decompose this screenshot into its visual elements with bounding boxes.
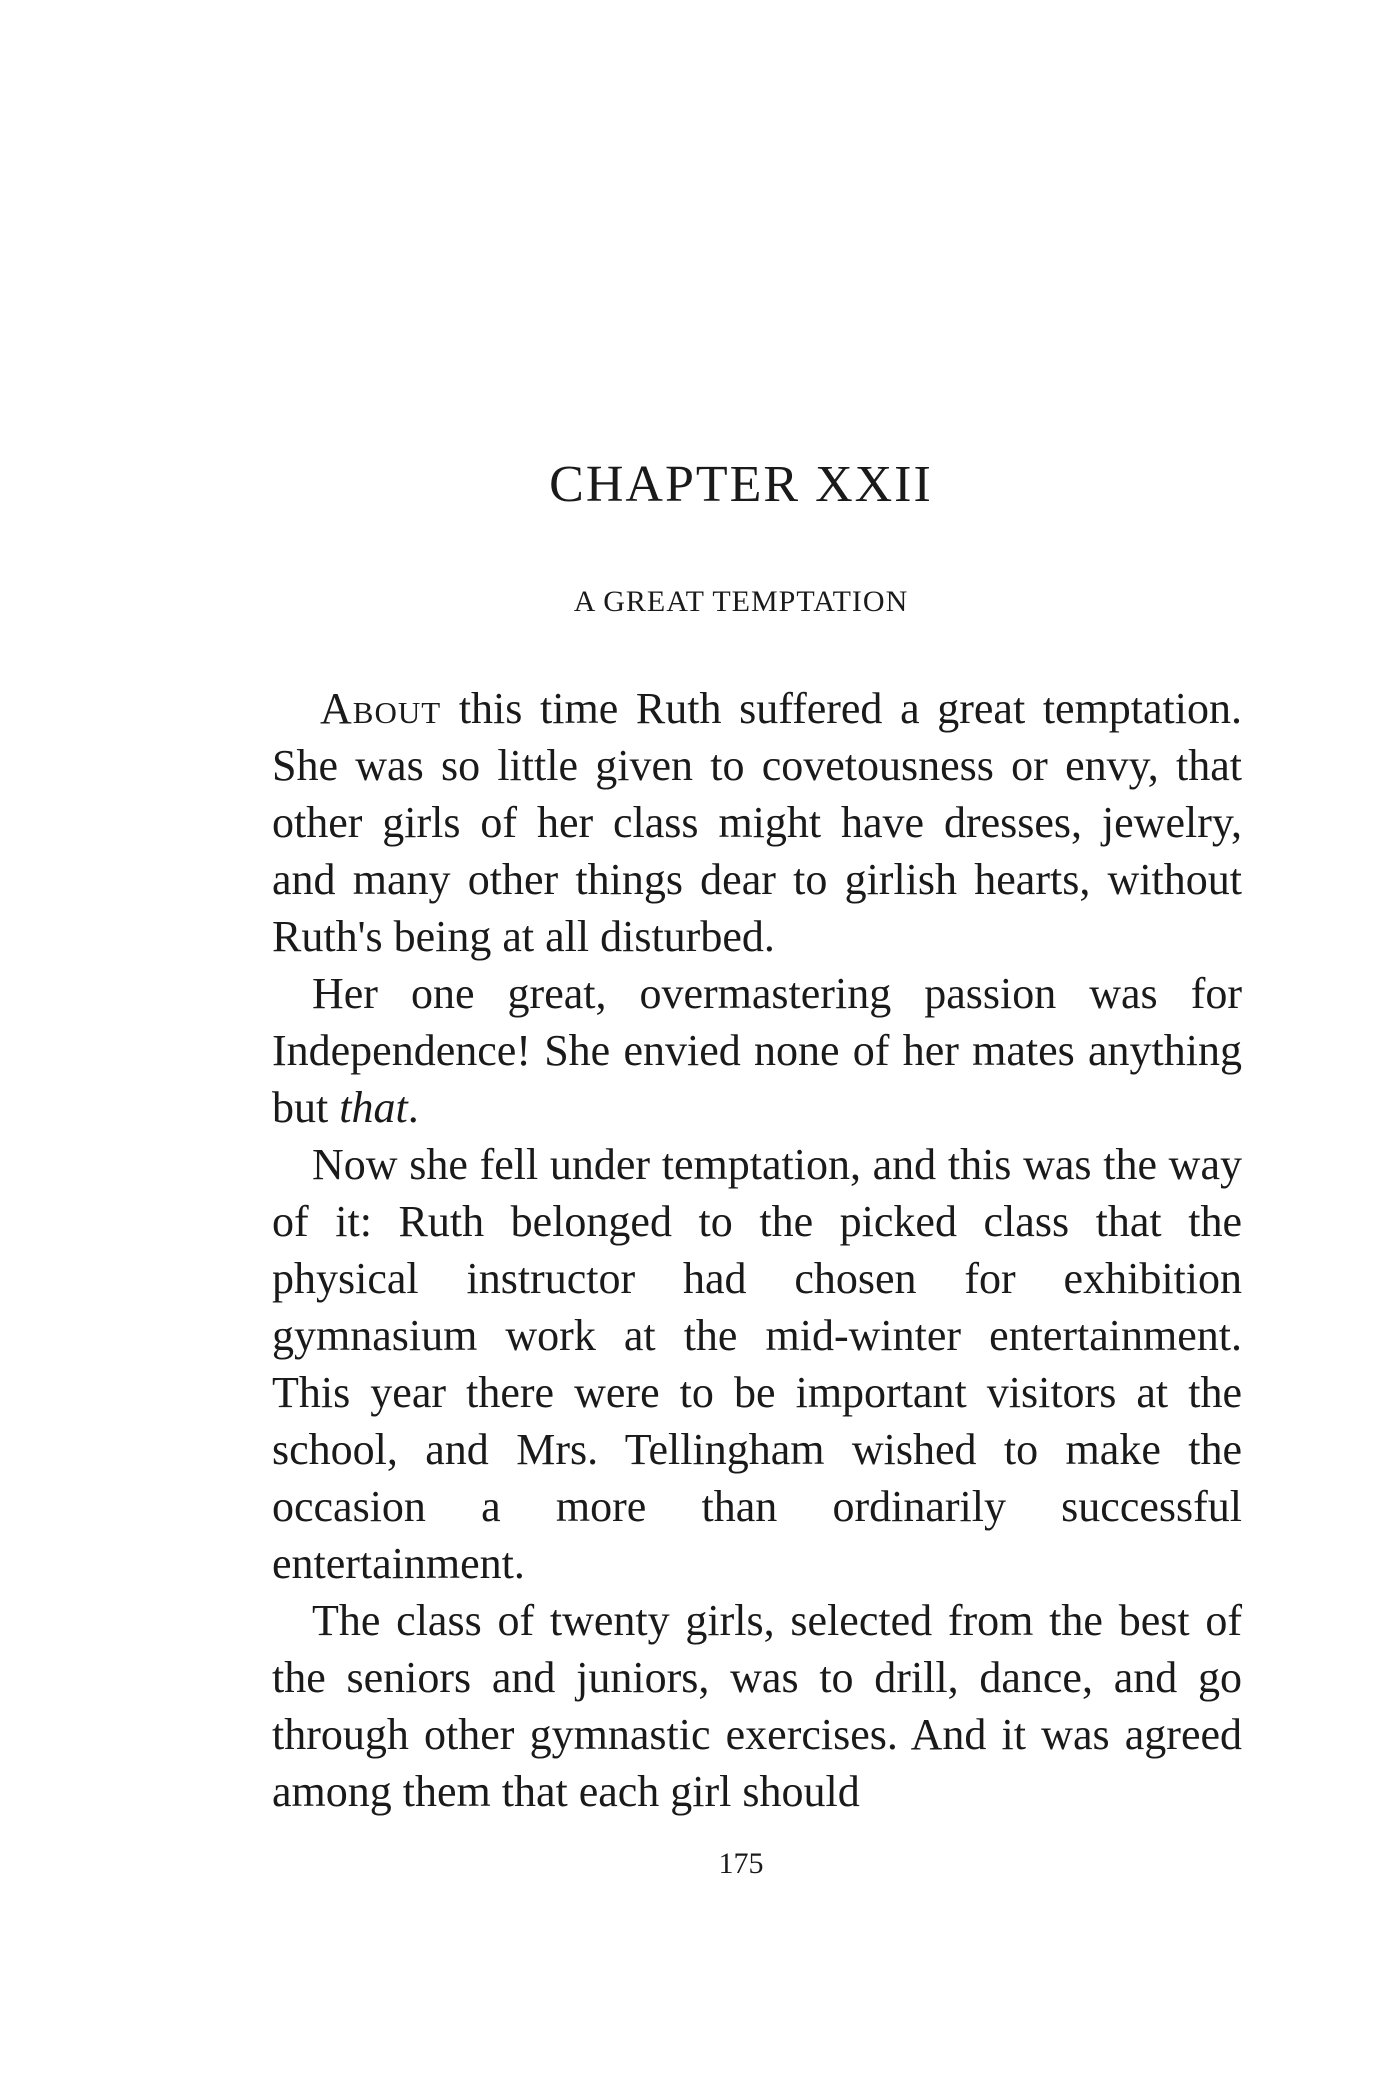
- paragraph-4-text: The class of twenty girls, selected from the best of the seniors and juniors, was to drill, dance, and go through other gymnastic exercises. And it was agreed among them that each girl should: [272, 1596, 1242, 1816]
- paragraph-2-tail: .: [407, 1083, 419, 1132]
- paragraph-1: [272, 680, 1242, 965]
- paragraph-2-text: Her one great, overmastering passion was for Independence! She envied none of her mates anything but: [272, 969, 1242, 1132]
- chapter-subtitle: A GREAT TEMPTATION: [573, 585, 909, 618]
- paragraph-lead-word: About: [320, 684, 442, 733]
- chapter-title: CHAPTER XXII: [549, 456, 933, 513]
- paragraph-2: [272, 965, 1242, 1136]
- paragraph-1-text: this time Ruth suffered a great temptation. She was so little given to covetousness or envy, that other girls of her class might have dresses, jewelry, and many other things dear to girlish hearts, without Ruth's being at all disturbed.: [272, 684, 1242, 961]
- paragraph-4: [272, 1592, 1242, 1820]
- page-number: 175: [718, 1847, 764, 1880]
- paragraph-3: [272, 1136, 1242, 1592]
- body-text: [272, 680, 1242, 1820]
- paragraph-2-emphasis: that: [339, 1083, 408, 1132]
- paragraph-3-text: Now she fell under temptation, and this was the way of it: Ruth belonged to the picked class that the physical instructor had chosen for exhibition gymnasium work at the mid-winter entertainment. This year there were to be important visitors at the school, and Mrs. Tellingham wished to make the occasion a more than ordinarily successful entertainment.: [272, 1140, 1242, 1588]
